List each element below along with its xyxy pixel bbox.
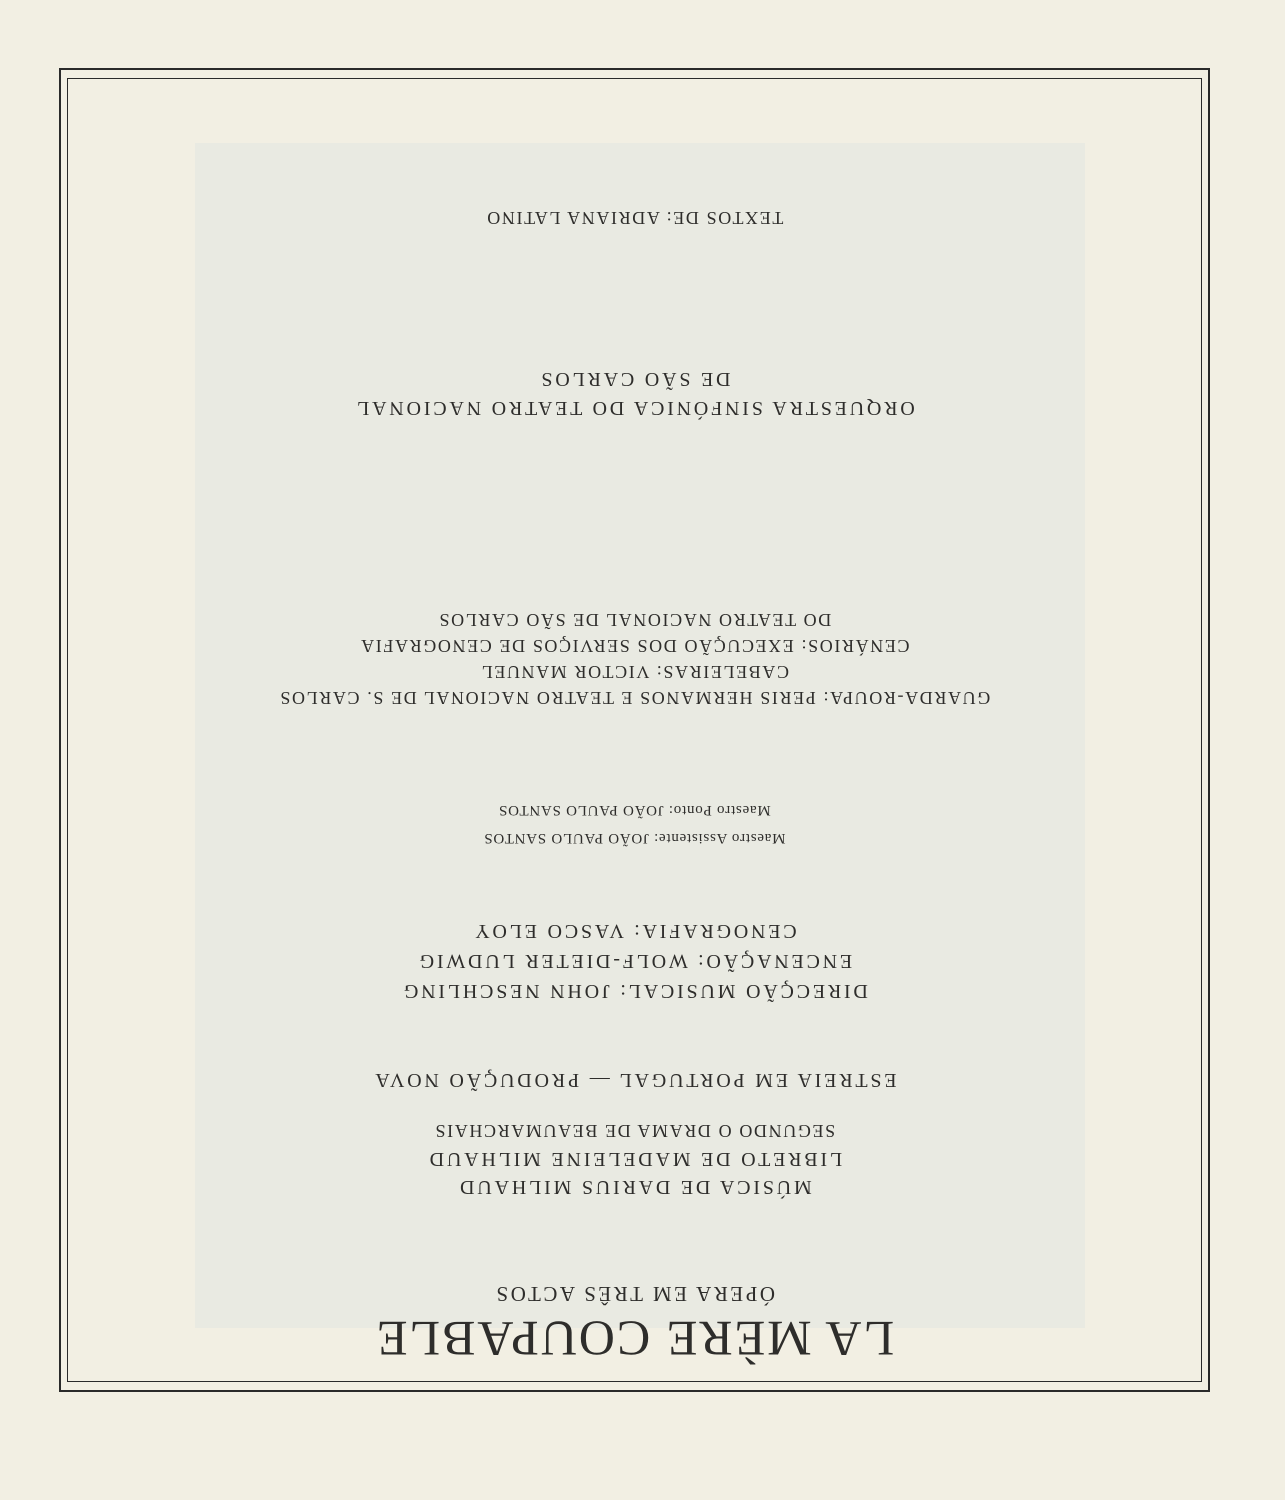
- opera-subtitle: ÓPERA EM TRÊS ACTOS: [493, 1282, 776, 1306]
- wardrobe-credit: GUARDA-ROUPA: PERIS HERMANOS E TEATRO NACIONAL DE S. CARLOS: [278, 688, 991, 708]
- sets-credit-line-2: DO TEATRO NACIONAL DE SÃO CARLOS: [437, 610, 832, 630]
- orchestra-line-1: ORQUESTRA SINFÓNICA DO TEATRO NACIONAL: [354, 397, 915, 419]
- opera-title: LA MÈRE COUPABLE: [374, 1311, 895, 1367]
- rotated-content: [67, 78, 1202, 1382]
- source-credit: SEGUNDO O DRAMA DE BEAUMARCHAIS: [433, 1121, 836, 1141]
- sets-credit-line-1: CENÁRIOS: EXECUÇÃO DOS SERVIÇOS DE CENOGRAFIA: [359, 636, 910, 656]
- music-credit: MÚSICA DE DARIUS MILHAUD: [457, 1176, 812, 1198]
- staging-credit: ENCENAÇÃO: WOLF-DIETER LUDWIG: [416, 950, 853, 972]
- texts-credit: TEXTOS DE: ADRIANA LATINO: [485, 208, 784, 228]
- prompter-conductor: Maestro Ponto: JOÃO PAULO SANTOS: [498, 802, 771, 818]
- wigs-credit: CABELEIRAS: VICTOR MANUEL: [480, 662, 789, 682]
- premiere-line: ESTREIA EM PORTUGAL — PRODUÇÃO NOVA: [372, 1069, 897, 1091]
- assistant-conductor: Maestro Assistente: JOÃO PAULO SANTOS: [483, 830, 786, 846]
- musical-direction: DIRECÇÃO MUSICAL: JOHN NESCHLING: [401, 980, 868, 1002]
- scenography-credit: CENOGRAFIA: VASCO ELOY: [472, 920, 797, 942]
- libretto-credit: LIBRETO DE MADELEINE MILHAUD: [426, 1148, 843, 1170]
- orchestra-line-2: DE SÃO CARLOS: [538, 368, 731, 390]
